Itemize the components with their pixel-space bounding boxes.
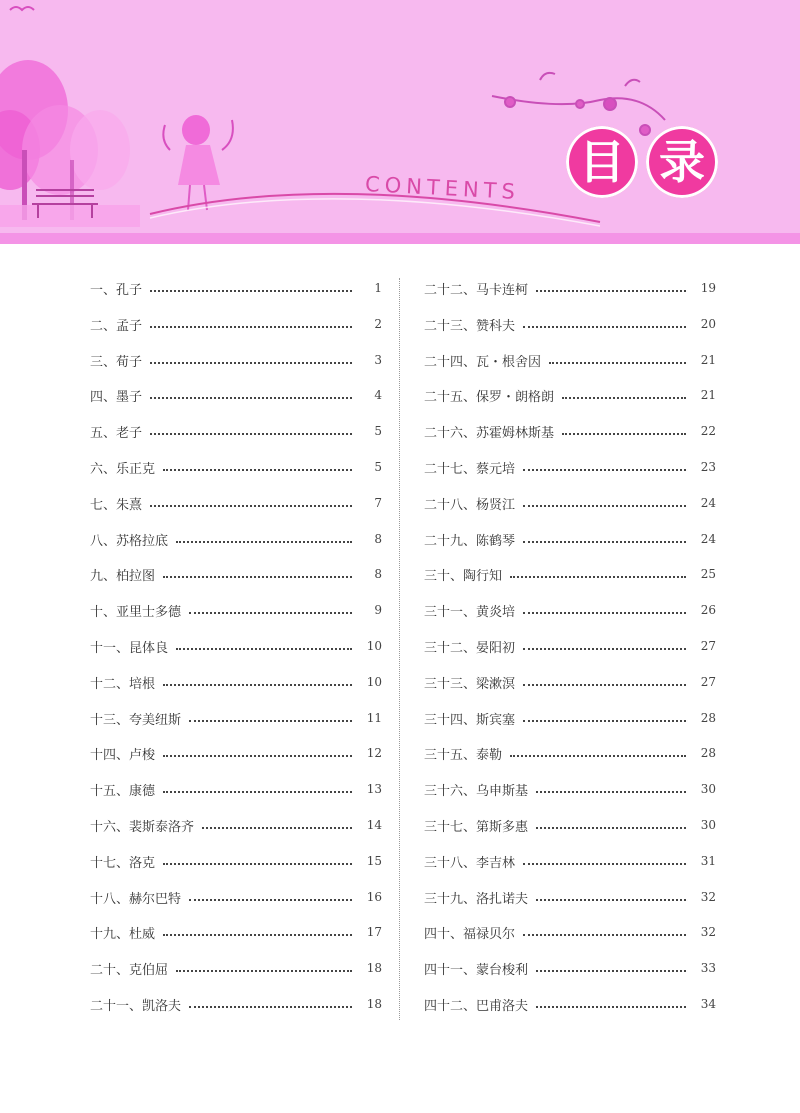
toc-entry[interactable] [424, 636, 716, 656]
toc-entry-title: 二十二、马卡连柯 [424, 282, 529, 298]
toc-entry-title: 三十七、第斯多惠 [424, 819, 529, 835]
toc-entry-page: 24 [700, 532, 716, 546]
dot-leader [150, 397, 352, 399]
dot-leader [163, 755, 352, 757]
toc-entry-page: 18 [366, 997, 382, 1011]
toc-entry[interactable] [424, 958, 716, 978]
dot-leader [163, 791, 352, 793]
toc-entry[interactable] [90, 958, 382, 978]
header-banner [0, 0, 800, 244]
toc-entry-page: 3 [374, 353, 382, 367]
toc-entry-title: 三十六、乌申斯基 [424, 783, 529, 799]
dot-leader [523, 648, 686, 650]
toc-entry-title: 三十五、泰勒 [424, 747, 503, 763]
toc-entry[interactable] [424, 314, 716, 334]
toc-entry-title: 十三、夸美纽斯 [90, 712, 182, 728]
toc-entry-page: 8 [374, 532, 382, 546]
toc-entry-title: 三十、陶行知 [424, 568, 503, 584]
dot-leader [176, 541, 352, 543]
toc-entry[interactable] [90, 887, 382, 907]
toc-entry-title: 六、乐正克 [90, 461, 156, 477]
dot-leader [150, 433, 352, 435]
toc-entry[interactable] [424, 421, 716, 441]
toc-entry[interactable] [424, 994, 716, 1014]
toc-entry[interactable] [90, 743, 382, 763]
toc-entry-title: 四十二、巴甫洛夫 [424, 998, 529, 1014]
toc-entry-page: 8 [374, 567, 382, 581]
title-char-2: 录 [646, 126, 718, 198]
toc-entry-page: 32 [700, 890, 716, 904]
toc-entry-title: 五、老子 [90, 425, 143, 441]
toc-entry-title: 三十三、梁漱溟 [424, 676, 516, 692]
toc-entry-title: 三十二、晏阳初 [424, 640, 516, 656]
toc-entry-page: 33 [700, 961, 716, 975]
toc-entry-page: 5 [374, 424, 382, 438]
toc-entry[interactable] [424, 779, 716, 799]
toc-entry[interactable] [90, 314, 382, 334]
girl-illustration [163, 115, 233, 210]
toc-entry[interactable] [90, 457, 382, 477]
toc-entry-page: 34 [700, 997, 716, 1011]
dot-leader [536, 1006, 686, 1008]
toc-entry-page: 32 [700, 925, 716, 939]
toc-entry-title: 三十八、李吉林 [424, 855, 516, 871]
column-divider [399, 278, 400, 1020]
toc-entry[interactable] [90, 672, 382, 692]
toc-entry-title: 十五、康德 [90, 783, 156, 799]
dot-leader [189, 612, 352, 614]
toc-entry[interactable] [90, 350, 382, 370]
toc-entry-title: 八、苏格拉底 [90, 533, 169, 549]
toc-entry[interactable] [90, 708, 382, 728]
dot-leader [523, 541, 686, 543]
toc-entry-page: 10 [366, 675, 382, 689]
dot-leader [523, 863, 686, 865]
dot-leader [176, 970, 352, 972]
toc-entry-page: 18 [366, 961, 382, 975]
dot-leader [163, 863, 352, 865]
toc-entry-page: 27 [700, 639, 716, 653]
toc-entry-page: 31 [700, 854, 716, 868]
toc-entry[interactable] [90, 994, 382, 1014]
toc-entry-title: 十二、培根 [90, 676, 156, 692]
toc-entry[interactable] [90, 922, 382, 942]
toc-entry[interactable] [90, 278, 382, 298]
toc-entry-title: 四、墨子 [90, 389, 143, 405]
dot-leader [150, 290, 352, 292]
banner-illustration [0, 0, 800, 244]
toc-entry-page: 12 [366, 746, 382, 760]
toc-entry[interactable] [424, 564, 716, 584]
toc-entry-page: 25 [700, 567, 716, 581]
toc-entry[interactable] [424, 672, 716, 692]
dot-leader [189, 1006, 352, 1008]
toc-entry-title: 三十九、洛扎诺夫 [424, 891, 529, 907]
toc-entry-page: 2 [374, 317, 382, 331]
dot-leader [510, 576, 686, 578]
toc-entry-page: 10 [366, 639, 382, 653]
toc-entry[interactable] [424, 743, 716, 763]
toc-entry[interactable] [90, 529, 382, 549]
toc-entry[interactable] [90, 851, 382, 871]
dot-leader [150, 326, 352, 328]
toc-entry[interactable] [90, 779, 382, 799]
toc-entry-title: 二十八、杨贤江 [424, 497, 516, 513]
toc-entry-title: 十八、赫尔巴特 [90, 891, 182, 907]
dot-leader [536, 290, 686, 292]
toc-entry-title: 十、亚里士多德 [90, 604, 182, 620]
toc-entry[interactable] [90, 421, 382, 441]
toc-entry-page: 22 [700, 424, 716, 438]
toc-entry-page: 5 [374, 460, 382, 474]
contents-heading: CONTENTS [364, 171, 521, 205]
toc-entry-title: 二十五、保罗・朗格朗 [424, 389, 555, 405]
toc-entry[interactable] [90, 636, 382, 656]
dot-leader [163, 576, 352, 578]
toc-entry-title: 二、孟子 [90, 318, 143, 334]
toc-entry-page: 7 [374, 496, 382, 510]
dot-leader [536, 791, 686, 793]
toc-entry-title: 二十九、陈鹤琴 [424, 533, 516, 549]
toc-entry-title: 十四、卢梭 [90, 747, 156, 763]
dot-leader [150, 362, 352, 364]
toc-entry-title: 十九、杜威 [90, 926, 156, 942]
dot-leader [163, 469, 352, 471]
toc-entry-title: 二十三、赞科夫 [424, 318, 516, 334]
toc-entry[interactable] [424, 600, 716, 620]
toc-entry-title: 二十七、蔡元培 [424, 461, 516, 477]
toc-entry[interactable] [424, 385, 716, 405]
toc-entry-page: 21 [700, 388, 716, 402]
toc-entry-page: 9 [374, 603, 382, 617]
toc-entry-title: 四十、福禄贝尔 [424, 926, 516, 942]
toc-entry-page: 23 [700, 460, 716, 474]
tree-illustration [0, 60, 140, 227]
toc-entry[interactable] [424, 529, 716, 549]
toc-entry-page: 16 [366, 890, 382, 904]
banner-strip [0, 233, 800, 244]
toc-entry[interactable] [90, 600, 382, 620]
dot-leader [549, 362, 686, 364]
dot-leader [510, 755, 686, 757]
toc-entry-title: 四十一、蒙台梭利 [424, 962, 529, 978]
toc-entry-page: 4 [374, 388, 382, 402]
dot-leader [176, 648, 352, 650]
dot-leader [523, 684, 686, 686]
toc-entry-title: 十六、裴斯泰洛齐 [90, 819, 195, 835]
dot-leader [523, 326, 686, 328]
toc-entry[interactable] [424, 922, 716, 942]
toc-entry-title: 九、柏拉图 [90, 568, 156, 584]
title-char-1: 目 [566, 126, 638, 198]
dot-leader [163, 934, 352, 936]
dot-leader [150, 505, 352, 507]
dot-leader [189, 899, 352, 901]
toc-entry-page: 14 [366, 818, 382, 832]
toc-entry-page: 20 [700, 317, 716, 331]
toc-entry-page: 28 [700, 711, 716, 725]
toc-entry-page: 28 [700, 746, 716, 760]
toc-entry-page: 11 [366, 711, 382, 725]
toc-entry-page: 30 [700, 782, 716, 796]
dot-leader [523, 612, 686, 614]
toc-entry-page: 15 [366, 854, 382, 868]
toc-entry-title: 十七、洛克 [90, 855, 156, 871]
toc-entry-page: 24 [700, 496, 716, 510]
toc-entry-page: 26 [700, 603, 716, 617]
dot-leader [562, 433, 686, 435]
toc-entry[interactable] [90, 385, 382, 405]
toc-entry-title: 二十四、瓦・根舍因 [424, 354, 542, 370]
toc-entry[interactable] [424, 493, 716, 513]
dot-leader [189, 720, 352, 722]
dot-leader [163, 684, 352, 686]
dot-leader [536, 970, 686, 972]
toc-entry-page: 19 [700, 281, 716, 295]
toc-entry[interactable] [424, 815, 716, 835]
toc-entry-page: 13 [366, 782, 382, 796]
toc-entry-title: 三十四、斯宾塞 [424, 712, 516, 728]
toc-entry-title: 二十、克伯屈 [90, 962, 169, 978]
toc-entry[interactable] [90, 564, 382, 584]
vine-illustration [492, 73, 665, 135]
toc-entry-title: 七、朱熹 [90, 497, 143, 513]
toc-entry-page: 17 [366, 925, 382, 939]
toc-entry[interactable] [424, 278, 716, 298]
toc-entry-page: 30 [700, 818, 716, 832]
toc-entry-title: 三、荀子 [90, 354, 143, 370]
toc-entry-title: 一、孔子 [90, 282, 143, 298]
toc-entry[interactable] [424, 457, 716, 477]
dot-leader [523, 469, 686, 471]
toc-entry[interactable] [90, 493, 382, 513]
toc-entry[interactable] [424, 350, 716, 370]
dot-leader [562, 397, 686, 399]
dot-leader [536, 827, 686, 829]
toc-entry[interactable] [424, 887, 716, 907]
toc-entry-title: 十一、昆体良 [90, 640, 169, 656]
toc-entry[interactable] [90, 815, 382, 835]
toc-entry-title: 三十一、黄炎培 [424, 604, 516, 620]
toc-entry[interactable] [424, 708, 716, 728]
toc-entry-title: 二十六、苏霍姆林斯基 [424, 425, 555, 441]
dot-leader [523, 720, 686, 722]
toc-entry-page: 27 [700, 675, 716, 689]
dot-leader [523, 505, 686, 507]
dot-leader [536, 899, 686, 901]
toc-entry[interactable] [424, 851, 716, 871]
toc-entry-page: 21 [700, 353, 716, 367]
dot-leader [523, 934, 686, 936]
toc-entry-title: 二十一、凯洛夫 [90, 998, 182, 1014]
dot-leader [202, 827, 352, 829]
toc-entry-page: 1 [374, 281, 382, 295]
